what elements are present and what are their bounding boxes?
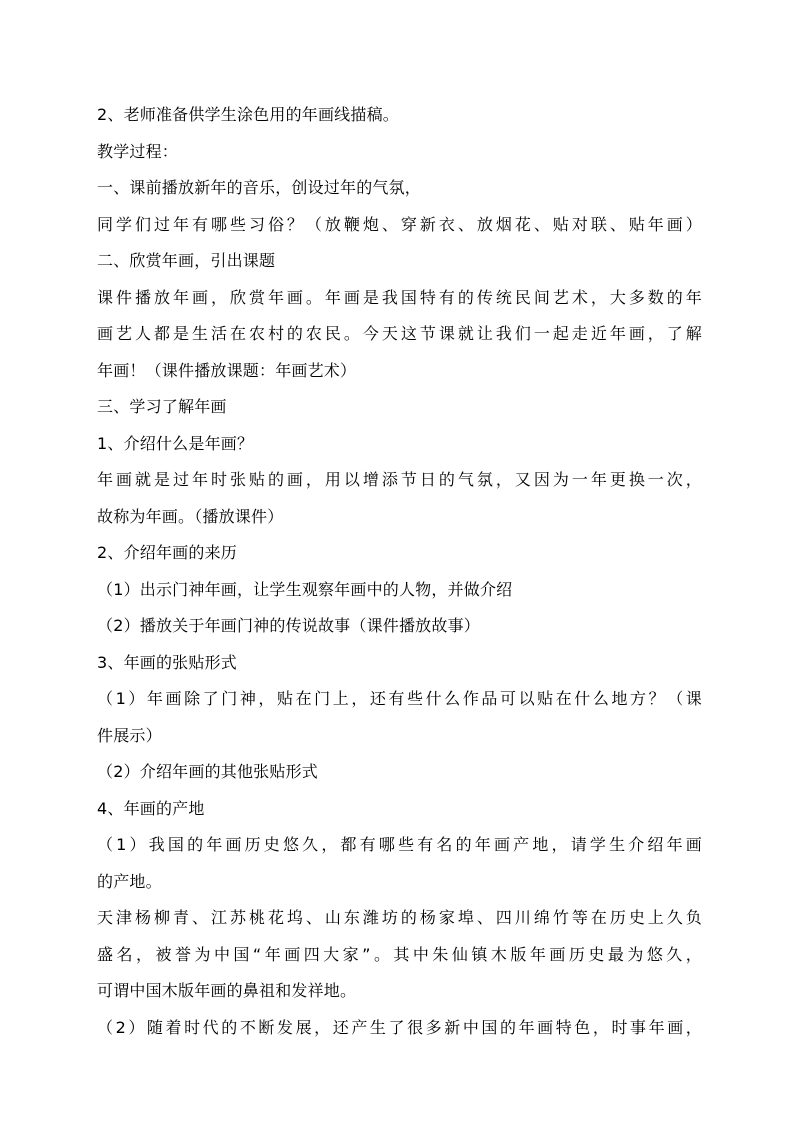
text-line: （2）随着时代的不断发展，还产生了很多新中国的年画特色，时事年画， [97,1017,702,1037]
text-line: 年画就是过年时张贴的画，用以增添节日的气氛，又因为一年更换一次， [97,470,702,489]
text-line: 画艺人都是生活在农村的农民。今天这节课就让我们一起走近年画，了解 [97,324,702,343]
text-line: 盛名，被誉为中国“年画四大家”。其中朱仙镇木版年画历史最为悠久， [97,944,702,964]
text-line: 的产地。 [97,871,162,891]
subsection-heading: 1、介绍什么是年画？ [97,433,254,453]
text-line: 件展示） [97,725,162,745]
text-line: （1）出示门神年画，让学生观察年画中的人物，并做介绍 [97,579,513,599]
text-line: 一、课前播放新年的音乐，创设过年的气氛， [97,178,422,197]
text-line: 故称为年画。（播放课件） [97,506,284,526]
subsection-heading: 2、介绍年画的来历 [97,543,237,562]
text-line: （1）年画除了门神，贴在门上，还有些什么作品可以贴在什么地方？（课 [97,689,702,708]
text-line: 同学们过年有哪些习俗？（放鞭炮、穿新衣、放烟花、贴对联、贴年画） [97,214,702,234]
text-line: 课件播放年画，欣赏年画。年画是我国特有的传统民间艺术，大多数的年 [97,287,702,307]
text-line: （2）介绍年画的其他张贴形式 [97,762,318,781]
text-line: 年画！（课件播放课题：年画艺术） [97,360,357,380]
text-line: （1）我国的年画历史悠久，都有哪些有名的年画产地，请学生介绍年画 [97,835,702,854]
subsection-heading: 3、年画的张贴形式 [97,652,237,672]
text-line: 天津杨柳青、江苏桃花坞、山东潍坊的杨家埠、四川绵竹等在历史上久负 [97,908,702,927]
text-line: 可谓中国木版年画的鼻祖和发祥地。 [97,981,357,1000]
section-heading: 教学过程： [97,141,179,161]
subsection-heading: 4、年画的产地 [97,798,205,818]
section-heading: 二、欣赏年画，引出课题 [97,251,276,270]
section-heading: 三、学习了解年画 [97,397,227,416]
text-line: （2）播放关于年画门神的传说故事（课件播放故事） [97,616,480,635]
text-line: 2、老师准备供学生涂色用的年画线描稿。 [97,105,399,124]
document-page [97,97,702,1046]
